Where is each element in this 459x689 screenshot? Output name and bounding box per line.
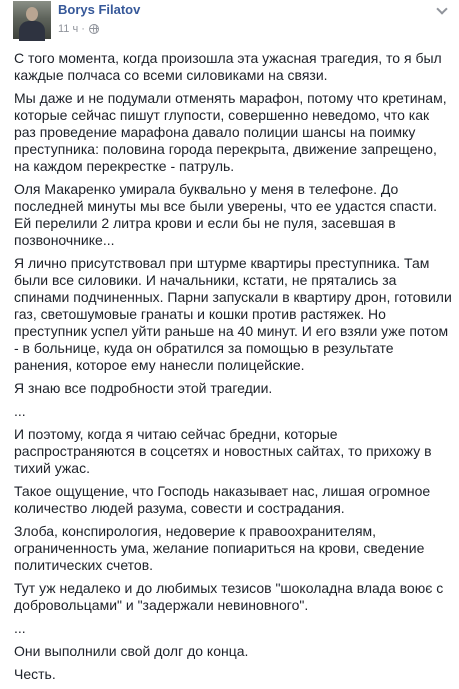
post-paragraph: Мы даже и не подумали отменять марафон, потому что кретинам, которые сейчас пишут глупости, совершенно неведомо, что как раз проведение марафона давало полиции шансы на поимку преступника: половина города перекрыта, движение запрещено, на каждом перекрестке - патруль. xyxy=(14,90,447,174)
post-paragraph: ... xyxy=(14,620,26,636)
post-paragraph: Тут уж недалеко и до любимых тезисов "шоколадна влада воює с добровольцами" и "задержали невиновного". xyxy=(14,580,444,613)
post-paragraph: Я знаю все подробности этой трагедии. xyxy=(14,380,273,396)
post-meta xyxy=(58,22,99,36)
post-timestamp[interactable]: 11 ч xyxy=(58,23,79,35)
globe-icon[interactable] xyxy=(89,24,99,34)
post-body xyxy=(14,50,452,689)
post-header xyxy=(0,0,459,44)
author-avatar[interactable] xyxy=(13,1,51,39)
post-paragraph: С того момента, когда произошла эта ужасная трагедия, то я был каждые полчаса со всеми силовиками на связи. xyxy=(14,50,442,83)
post-paragraph: Оля Макаренко умирала буквально у меня в телефоне. До последней минуты мы все были уверены, что ее удастся спасти. Ей перелили 2 литра крови и если бы не пуля, засевшая в позвоночнике... xyxy=(14,181,438,248)
chevron-down-icon[interactable] xyxy=(435,6,449,16)
post-paragraph: Такое ощущение, что Господь наказывает нас, лишая огромное количество людей разума, совести и сострадания. xyxy=(14,483,431,516)
post-paragraph: ... xyxy=(14,403,26,419)
post-paragraph: Я лично присутствовал при штурме квартиры преступника. Там были все силовики. И начальники, кстати, не прятались за спинами подчиненных. Парни запускали в квартиру дрон, готовили газ, светошумовые гранаты и кошки против растяжек. Но преступник успел уйти раньше на 40 минут. И его взяли уже потом - в больнице, куда он обратился за помощью в результате ранения, которое ему нанесли полицейские. xyxy=(14,255,452,373)
author-name-link[interactable]: Borys Filatov xyxy=(58,2,141,17)
meta-separator: · xyxy=(81,23,85,35)
post-paragraph: И поэтому, когда я читаю сейчас бредни, которые распространяются в соцсетях и новостных сайтах, то прихожу в тихий ужас. xyxy=(14,426,432,476)
avatar-body xyxy=(19,21,45,41)
post-paragraph: Злоба, конспирология, недоверие к правоохранителям, ограниченность ума, желание попиариться на крови, сведение политических счетов. xyxy=(14,523,425,573)
avatar-head xyxy=(26,7,38,21)
post-paragraph: Честь. xyxy=(14,666,56,682)
post-paragraph: Они выполнили свой долг до конца. xyxy=(14,643,249,659)
